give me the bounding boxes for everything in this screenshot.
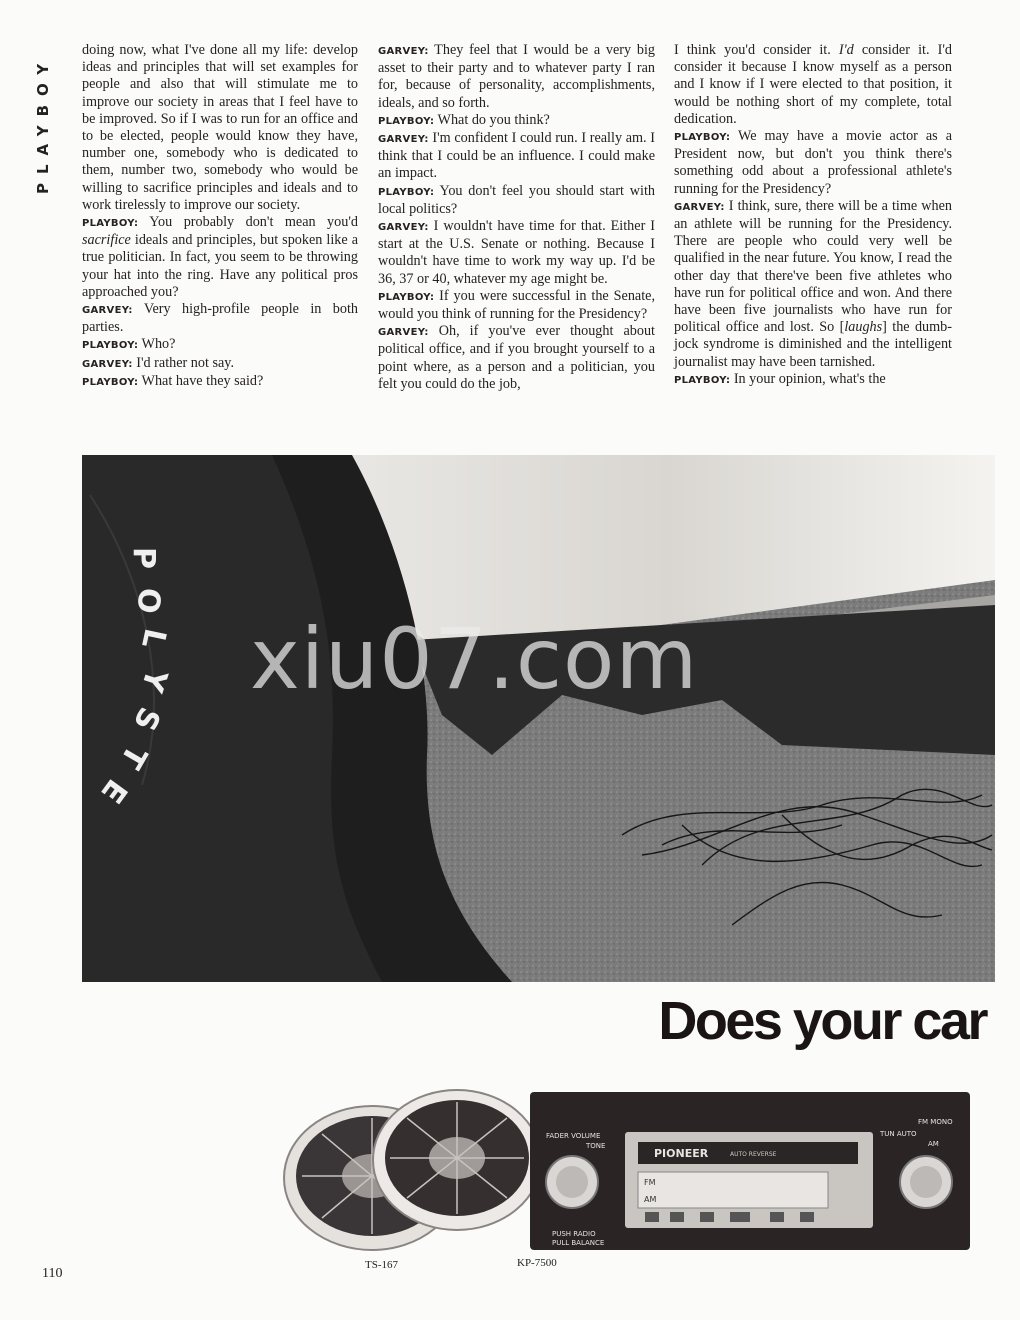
speaker-label: PLAYBOY: (378, 115, 435, 127)
svg-text:PULL BALANCE: PULL BALANCE (552, 1239, 605, 1247)
svg-text:TUN AUTO: TUN AUTO (880, 1130, 917, 1138)
svg-text:PIONEER: PIONEER (654, 1147, 709, 1160)
article-paragraph: GARVEY: Very high-profile people in both parties. (82, 301, 358, 336)
svg-text:AM: AM (644, 1195, 657, 1204)
article-paragraph: PLAYBOY: You probably don't mean you'd sacrifice ideals and principles, but spoken like a true politician. In fact, you seem to be throwing your hat into the ring. Have any political pros approached you? (82, 214, 358, 300)
article-paragraph: I think you'd consider it. I'd consider it. I'd consider it because I know myself as a person and I know if I were elected to that position, it would be nothing short of my complete, total dedication. (674, 42, 952, 127)
tire-letter: E (93, 772, 134, 810)
watermark: xiu07.com (250, 610, 699, 708)
svg-text:FM: FM (644, 1178, 656, 1187)
speaker-label: PLAYBOY: (378, 291, 435, 303)
tire-road-illustration (82, 455, 995, 982)
speaker-label: PLAYBOY: (674, 374, 731, 386)
speaker-label: PLAYBOY: (378, 186, 435, 198)
speaker-label: PLAYBOY: (82, 340, 139, 352)
tire-letter: L (134, 625, 173, 652)
article-paragraph: GARVEY: I'd rather not say. (82, 354, 235, 371)
article-paragraph: GARVEY: Oh, if you've ever thought about political office, and if you brought yourself to a point where, as a person and a politician, you felt you could do the job, (378, 323, 655, 392)
tire-letter: O (129, 586, 167, 616)
speaker-label: PLAYBOY: (82, 376, 139, 388)
emphasis: sacrifice (82, 232, 131, 249)
ad-photo (82, 455, 995, 982)
article-paragraph: GARVEY: I think, sure, there will be a time when an athlete will be running for the Presidency. There are people who could very well be qualified in the near future. You know, I read the other day that there've been five athletes who have run for political office and won. And there have been five journalists who have run for political office and lost. So [laughs] the dumb-jock syndrome is diminished and the intelligent journalist may have been tarnished. (674, 197, 952, 370)
speaker-caption: TS-167 (365, 1259, 398, 1271)
article-paragraph: PLAYBOY: You don't feel you should start with local politics? (378, 182, 655, 217)
article-paragraph: PLAYBOY: If you were successful in the Senate, would you think of running for the Presidency? (378, 287, 655, 323)
article-column-3 (674, 42, 952, 389)
svg-text:AM: AM (928, 1140, 939, 1148)
article-paragraph: GARVEY: They feel that I would be a very big asset to their party and to whatever party I ran for, because of personality, accomplishments, ideals, and so forth. (378, 42, 655, 111)
ad-headline: Does your car (658, 991, 986, 1051)
article-paragraph: GARVEY: I wouldn't have time for that. Either I start at the U.S. Senate or nothing. Because I wouldn't have time to work my way up. I'd be 36, 37 or 40, whatever my age might be. (378, 218, 655, 287)
article-column-2 (378, 42, 655, 393)
tire-letter: T (112, 739, 154, 775)
speakers-illustration (282, 1078, 542, 1268)
car-stereo-unit (530, 1092, 970, 1250)
speaker-label: GARVEY: (378, 46, 429, 57)
speaker-label: GARVEY: (378, 134, 429, 146)
svg-text:FM MONO: FM MONO (918, 1118, 953, 1126)
tire-letter: S (125, 701, 167, 736)
speaker-label: PLAYBOY: (82, 218, 139, 230)
speaker-label: GARVEY: (82, 305, 133, 317)
speaker-label: GARVEY: (378, 222, 429, 234)
speaker-label: GARVEY: (82, 358, 133, 370)
unit-caption: KP-7500 (517, 1257, 557, 1269)
article-paragraph: doing now, what I've done all my life: develop ideas and principles that will set examples for people and also that will stimulate me to improve our society in areas that I feel have to be improved. So if I was to run for an office and to be elected, people would know they have, number one, somebody who is dedicated to them, number two, somebody who would be willing to sacrifice principles and ideals and to work tirelessly to improve our society. (82, 42, 358, 213)
svg-text:FADER VOLUME: FADER VOLUME (546, 1132, 601, 1140)
speaker-label: GARVEY: (674, 201, 725, 213)
tire-letter: Y (133, 664, 174, 697)
svg-text:TONE: TONE (586, 1142, 606, 1150)
tire-letter: P (126, 547, 161, 569)
article-paragraph: PLAYBOY: We may have a movie actor as a President now, but don't you think there's something odd about a professional athlete's running for the Presidency? (674, 128, 952, 197)
article-paragraph: PLAYBOY: Who? (82, 336, 176, 353)
article-paragraph: PLAYBOY: What do you think? (378, 111, 550, 128)
article-paragraph: PLAYBOY: What have they said? (82, 372, 264, 389)
emphasis: laughs (844, 319, 883, 336)
emphasis: I'd (838, 42, 854, 58)
page-number: 110 (42, 1266, 63, 1281)
speaker-label: GARVEY: (378, 327, 429, 339)
svg-text:PUSH RADIO: PUSH RADIO (552, 1230, 596, 1238)
masthead: PLAYBOY (34, 54, 52, 194)
article-column-1 (82, 42, 358, 391)
article-paragraph: PLAYBOY: In your opinion, what's the (674, 370, 886, 387)
svg-text:AUTO REVERSE: AUTO REVERSE (730, 1151, 777, 1158)
article-paragraph: GARVEY: I'm confident I could run. I really am. I think that I could be an influence. I could make an impact. (378, 130, 655, 182)
speaker-label: PLAYBOY: (674, 132, 731, 144)
